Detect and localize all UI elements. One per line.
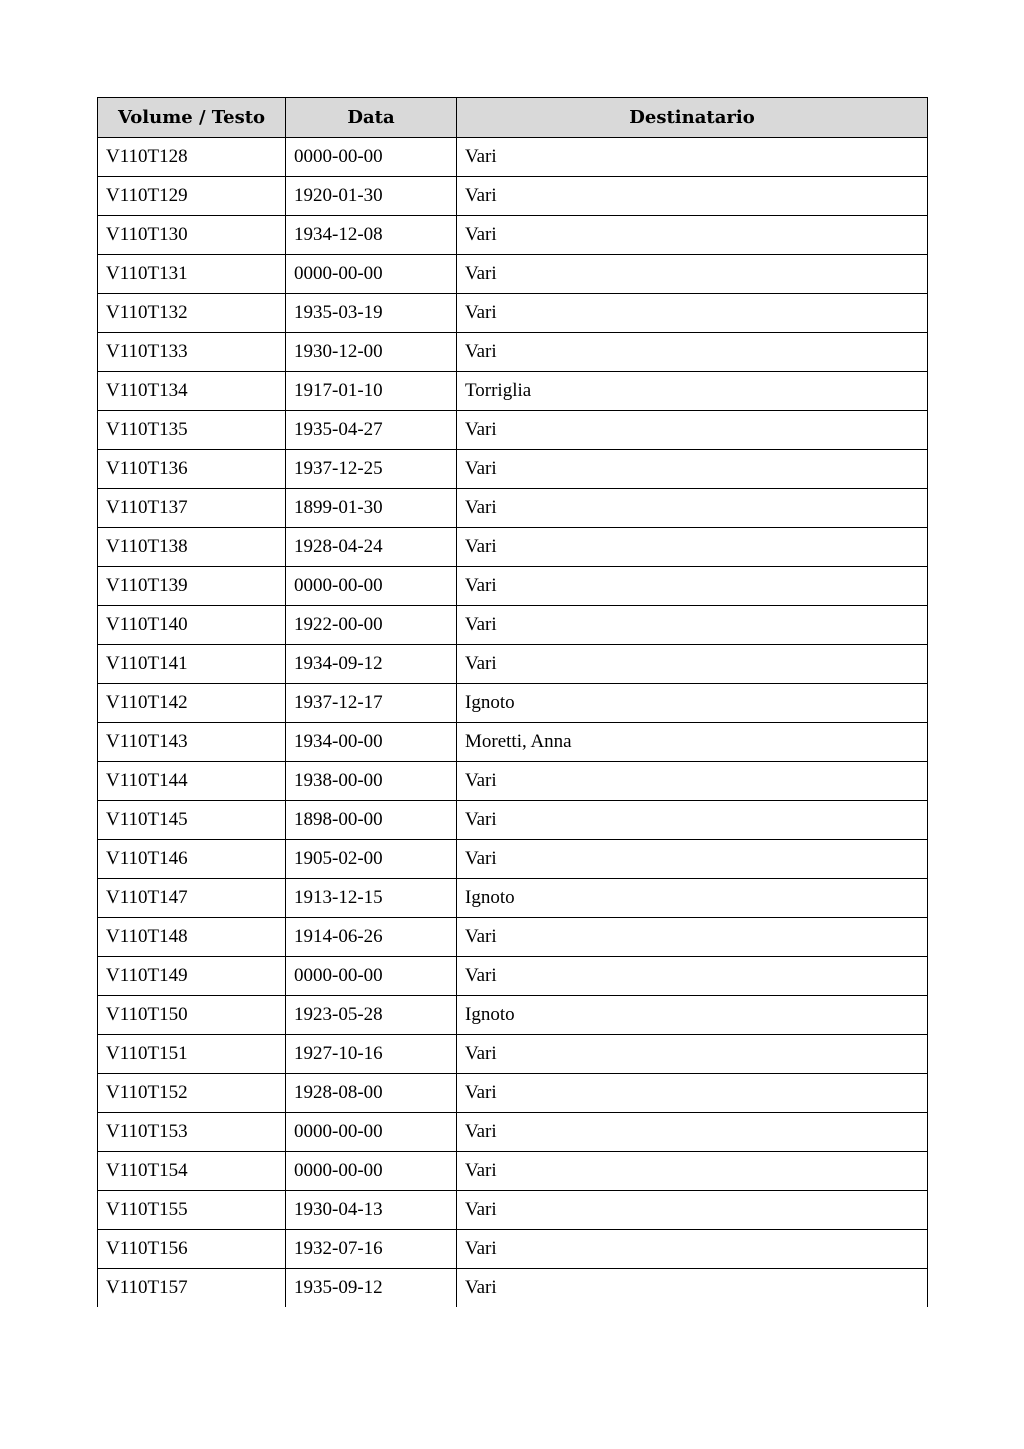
data-cell: 1920-01-30 bbox=[286, 177, 457, 216]
volume-testo-cell: V110T145 bbox=[98, 801, 286, 840]
data-cell: 1928-04-24 bbox=[286, 528, 457, 567]
table-row bbox=[98, 216, 928, 255]
table-row bbox=[98, 1191, 928, 1230]
volume-testo-cell: V110T131 bbox=[98, 255, 286, 294]
data-cell: 0000-00-00 bbox=[286, 255, 457, 294]
volume-testo-cell: V110T134 bbox=[98, 372, 286, 411]
table-row bbox=[98, 372, 928, 411]
destinatario-cell: Vari bbox=[457, 762, 928, 801]
data-cell: 1898-00-00 bbox=[286, 801, 457, 840]
table-row bbox=[98, 1035, 928, 1074]
volume-testo-cell: V110T156 bbox=[98, 1230, 286, 1269]
destinatario-cell: Ignoto bbox=[457, 879, 928, 918]
table-row bbox=[98, 255, 928, 294]
volume-testo-cell: V110T138 bbox=[98, 528, 286, 567]
table-row bbox=[98, 723, 928, 762]
letters-table bbox=[97, 97, 928, 1307]
table-row bbox=[98, 645, 928, 684]
table-row bbox=[98, 762, 928, 801]
table-row bbox=[98, 411, 928, 450]
data-cell: 1935-09-12 bbox=[286, 1269, 457, 1308]
table-row bbox=[98, 528, 928, 567]
header-row bbox=[98, 98, 928, 138]
data-cell: 1930-12-00 bbox=[286, 333, 457, 372]
table-row bbox=[98, 1269, 928, 1308]
volume-testo-cell: V110T128 bbox=[98, 138, 286, 177]
data-cell: 1935-04-27 bbox=[286, 411, 457, 450]
volume-testo-cell: V110T154 bbox=[98, 1152, 286, 1191]
destinatario-cell: Ignoto bbox=[457, 684, 928, 723]
table-header bbox=[98, 98, 928, 138]
data-cell: 1914-06-26 bbox=[286, 918, 457, 957]
table-row bbox=[98, 1152, 928, 1191]
volume-testo-cell: V110T152 bbox=[98, 1074, 286, 1113]
table-row bbox=[98, 957, 928, 996]
volume-testo-cell: V110T133 bbox=[98, 333, 286, 372]
destinatario-cell: Vari bbox=[457, 1191, 928, 1230]
volume-testo-cell: V110T129 bbox=[98, 177, 286, 216]
data-cell: 0000-00-00 bbox=[286, 567, 457, 606]
volume-testo-cell: V110T137 bbox=[98, 489, 286, 528]
data-cell: 0000-00-00 bbox=[286, 1113, 457, 1152]
table-row bbox=[98, 489, 928, 528]
column-header-destinatario: Destinatario bbox=[457, 98, 928, 138]
table-row bbox=[98, 1074, 928, 1113]
data-cell: 1899-01-30 bbox=[286, 489, 457, 528]
table-row bbox=[98, 450, 928, 489]
data-cell: 0000-00-00 bbox=[286, 1152, 457, 1191]
data-cell: 1905-02-00 bbox=[286, 840, 457, 879]
volume-testo-cell: V110T144 bbox=[98, 762, 286, 801]
table-row bbox=[98, 177, 928, 216]
volume-testo-cell: V110T151 bbox=[98, 1035, 286, 1074]
destinatario-cell: Vari bbox=[457, 606, 928, 645]
data-cell: 1934-09-12 bbox=[286, 645, 457, 684]
destinatario-cell: Torriglia bbox=[457, 372, 928, 411]
data-cell: 1913-12-15 bbox=[286, 879, 457, 918]
volume-testo-cell: V110T132 bbox=[98, 294, 286, 333]
table-row bbox=[98, 840, 928, 879]
table-row bbox=[98, 1113, 928, 1152]
volume-testo-cell: V110T141 bbox=[98, 645, 286, 684]
destinatario-cell: Vari bbox=[457, 840, 928, 879]
data-cell: 1935-03-19 bbox=[286, 294, 457, 333]
volume-testo-cell: V110T150 bbox=[98, 996, 286, 1035]
table-row bbox=[98, 879, 928, 918]
destinatario-cell: Vari bbox=[457, 216, 928, 255]
destinatario-cell: Vari bbox=[457, 1152, 928, 1191]
volume-testo-cell: V110T155 bbox=[98, 1191, 286, 1230]
destinatario-cell: Vari bbox=[457, 1230, 928, 1269]
destinatario-cell: Ignoto bbox=[457, 996, 928, 1035]
table-row bbox=[98, 333, 928, 372]
destinatario-cell: Vari bbox=[457, 801, 928, 840]
volume-testo-cell: V110T157 bbox=[98, 1269, 286, 1308]
destinatario-cell: Vari bbox=[457, 645, 928, 684]
data-cell: 1917-01-10 bbox=[286, 372, 457, 411]
data-cell: 1938-00-00 bbox=[286, 762, 457, 801]
table-row bbox=[98, 918, 928, 957]
volume-testo-cell: V110T143 bbox=[98, 723, 286, 762]
volume-testo-cell: V110T139 bbox=[98, 567, 286, 606]
destinatario-cell: Vari bbox=[457, 255, 928, 294]
destinatario-cell: Moretti, Anna bbox=[457, 723, 928, 762]
volume-testo-cell: V110T149 bbox=[98, 957, 286, 996]
table-row bbox=[98, 567, 928, 606]
volume-testo-cell: V110T142 bbox=[98, 684, 286, 723]
volume-testo-cell: V110T153 bbox=[98, 1113, 286, 1152]
data-cell: 1932-07-16 bbox=[286, 1230, 457, 1269]
data-cell: 1927-10-16 bbox=[286, 1035, 457, 1074]
table-row bbox=[98, 606, 928, 645]
destinatario-cell: Vari bbox=[457, 177, 928, 216]
volume-testo-cell: V110T130 bbox=[98, 216, 286, 255]
data-cell: 0000-00-00 bbox=[286, 138, 457, 177]
table-row bbox=[98, 684, 928, 723]
volume-testo-cell: V110T146 bbox=[98, 840, 286, 879]
destinatario-cell: Vari bbox=[457, 957, 928, 996]
destinatario-cell: Vari bbox=[457, 450, 928, 489]
data-cell: 1934-12-08 bbox=[286, 216, 457, 255]
destinatario-cell: Vari bbox=[457, 528, 928, 567]
destinatario-cell: Vari bbox=[457, 1035, 928, 1074]
destinatario-cell: Vari bbox=[457, 489, 928, 528]
destinatario-cell: Vari bbox=[457, 333, 928, 372]
data-cell: 1928-08-00 bbox=[286, 1074, 457, 1113]
volume-testo-cell: V110T140 bbox=[98, 606, 286, 645]
destinatario-cell: Vari bbox=[457, 1113, 928, 1152]
table-row bbox=[98, 801, 928, 840]
destinatario-cell: Vari bbox=[457, 138, 928, 177]
destinatario-cell: Vari bbox=[457, 1074, 928, 1113]
table-row bbox=[98, 996, 928, 1035]
destinatario-cell: Vari bbox=[457, 411, 928, 450]
column-header-data: Data bbox=[286, 98, 457, 138]
destinatario-cell: Vari bbox=[457, 567, 928, 606]
data-cell: 1930-04-13 bbox=[286, 1191, 457, 1230]
volume-testo-cell: V110T147 bbox=[98, 879, 286, 918]
table-body bbox=[98, 138, 928, 1308]
volume-testo-cell: V110T135 bbox=[98, 411, 286, 450]
data-cell: 1922-00-00 bbox=[286, 606, 457, 645]
destinatario-cell: Vari bbox=[457, 918, 928, 957]
table-row bbox=[98, 1230, 928, 1269]
data-cell: 0000-00-00 bbox=[286, 957, 457, 996]
volume-testo-cell: V110T148 bbox=[98, 918, 286, 957]
data-cell: 1923-05-28 bbox=[286, 996, 457, 1035]
data-cell: 1937-12-17 bbox=[286, 684, 457, 723]
table-row bbox=[98, 294, 928, 333]
table-row bbox=[98, 138, 928, 177]
data-cell: 1937-12-25 bbox=[286, 450, 457, 489]
destinatario-cell: Vari bbox=[457, 294, 928, 333]
data-cell: 1934-00-00 bbox=[286, 723, 457, 762]
volume-testo-cell: V110T136 bbox=[98, 450, 286, 489]
destinatario-cell: Vari bbox=[457, 1269, 928, 1308]
column-header-volume-testo: Volume / Testo bbox=[98, 98, 286, 138]
